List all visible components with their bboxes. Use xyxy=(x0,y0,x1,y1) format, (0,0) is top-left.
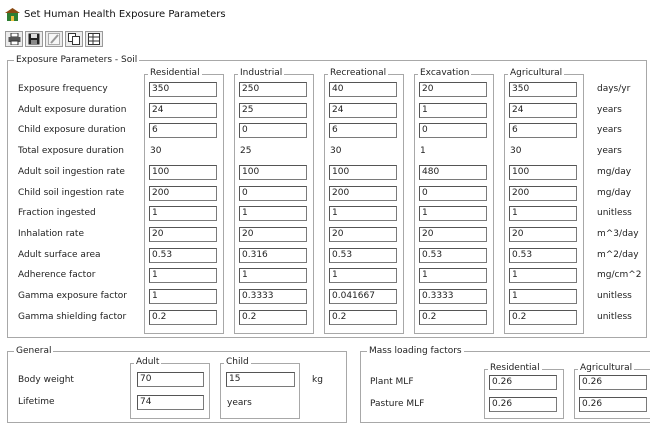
soil-industrial-input[interactable]: 0.316 xyxy=(239,248,307,263)
soil-row-unit: unitless xyxy=(597,291,632,301)
pasture-mlf-agricultural-input[interactable]: 0.26 xyxy=(579,397,647,412)
soil-residential-input[interactable]: 0.2 xyxy=(149,310,217,325)
soil-excavation-input[interactable]: 0 xyxy=(419,123,487,138)
soil-residential-input[interactable]: 200 xyxy=(149,186,217,201)
soil-industrial-input[interactable]: 100 xyxy=(239,165,307,180)
soil-row-unit: unitless xyxy=(597,312,632,322)
general-adult-header: Adult xyxy=(136,357,160,367)
soil-row-unit: days/yr xyxy=(597,84,631,94)
soil-recreational-input[interactable]: 0.2 xyxy=(329,310,397,325)
mass-residential-header: Residential xyxy=(490,363,540,373)
toolbar xyxy=(0,28,650,50)
body-weight-adult-input[interactable]: 70 xyxy=(137,372,204,387)
soil-row-label: Gamma shielding factor xyxy=(18,312,127,322)
soil-industrial-input[interactable]: 1 xyxy=(239,268,307,283)
plant-mlf-agricultural-input[interactable]: 0.26 xyxy=(579,375,647,390)
soil-excavation-input[interactable]: 0 xyxy=(419,186,487,201)
general-child-header: Child xyxy=(226,357,249,367)
soil-recreational-value: 30 xyxy=(330,146,342,156)
soil-row-unit: years xyxy=(597,146,622,156)
save-icon xyxy=(28,33,41,45)
soil-residential-value: 30 xyxy=(150,146,162,156)
soil-agricultural-input[interactable]: 20 xyxy=(509,227,577,242)
soil-industrial-input[interactable]: 0 xyxy=(239,186,307,201)
mass-agricultural-header: Agricultural xyxy=(580,363,633,373)
lifetime-unit: years xyxy=(227,398,252,408)
save-button[interactable] xyxy=(25,31,43,47)
soil-residential-input[interactable]: 100 xyxy=(149,165,217,180)
soil-row-label: Child exposure duration xyxy=(18,125,126,135)
lifetime-label: Lifetime xyxy=(18,397,55,407)
soil-agricultural-header: Agricultural xyxy=(510,68,563,78)
copy-icon xyxy=(68,33,81,45)
soil-recreational-input[interactable]: 200 xyxy=(329,186,397,201)
soil-row-label: Adult exposure duration xyxy=(18,105,127,115)
soil-residential-input[interactable]: 350 xyxy=(149,82,217,97)
soil-residential-input[interactable]: 0.53 xyxy=(149,248,217,263)
soil-residential-input[interactable]: 6 xyxy=(149,123,217,138)
soil-excavation-input[interactable]: 1 xyxy=(419,103,487,118)
soil-excavation-input[interactable]: 0.3333 xyxy=(419,289,487,304)
plant-mlf-label: Plant MLF xyxy=(370,377,414,387)
soil-residential-input[interactable]: 1 xyxy=(149,206,217,221)
body-weight-child-input[interactable]: 15 xyxy=(226,372,295,387)
soil-recreational-input[interactable]: 0.53 xyxy=(329,248,397,263)
plant-mlf-residential-input[interactable]: 0.26 xyxy=(489,375,557,390)
soil-agricultural-input[interactable]: 0.53 xyxy=(509,248,577,263)
soil-residential-header: Residential xyxy=(150,68,200,78)
soil-agricultural-input[interactable]: 200 xyxy=(509,186,577,201)
soil-agricultural-value: 30 xyxy=(510,146,522,156)
soil-row-unit: m^2/day xyxy=(597,250,639,260)
soil-row-label: Adherence factor xyxy=(18,270,96,280)
soil-recreational-input[interactable]: 40 xyxy=(329,82,397,97)
window-title: Set Human Health Exposure Parameters xyxy=(24,9,226,20)
table-button[interactable] xyxy=(85,31,103,47)
soil-residential-input[interactable]: 24 xyxy=(149,103,217,118)
soil-excavation-input[interactable]: 20 xyxy=(419,227,487,242)
printer-icon xyxy=(8,33,21,45)
soil-agricultural-input[interactable]: 350 xyxy=(509,82,577,97)
soil-industrial-value: 25 xyxy=(240,146,252,156)
soil-row-label: Total exposure duration xyxy=(18,146,124,156)
soil-row-unit: mg/day xyxy=(597,167,632,177)
soil-industrial-input[interactable]: 0.2 xyxy=(239,310,307,325)
soil-row-label: Fraction ingested xyxy=(18,208,96,218)
soil-agricultural-input[interactable]: 0.2 xyxy=(509,310,577,325)
soil-recreational-input[interactable]: 100 xyxy=(329,165,397,180)
body-weight-unit: kg xyxy=(312,375,323,385)
soil-excavation-header: Excavation xyxy=(420,68,470,78)
soil-agricultural-input[interactable]: 1 xyxy=(509,268,577,283)
copy-button[interactable] xyxy=(65,31,83,47)
soil-industrial-input[interactable]: 250 xyxy=(239,82,307,97)
pasture-mlf-residential-input[interactable]: 0.26 xyxy=(489,397,557,412)
soil-excavation-input[interactable]: 0.53 xyxy=(419,248,487,263)
soil-row-label: Inhalation rate xyxy=(18,229,84,239)
soil-row-unit: unitless xyxy=(597,208,632,218)
soil-row-unit: years xyxy=(597,105,622,115)
soil-agricultural-input[interactable]: 1 xyxy=(509,206,577,221)
edit-button[interactable] xyxy=(45,31,63,47)
soil-row-label: Adult soil ingestion rate xyxy=(18,167,125,177)
soil-excavation-input[interactable]: 1 xyxy=(419,206,487,221)
soil-agricultural-input[interactable]: 100 xyxy=(509,165,577,180)
print-button[interactable] xyxy=(5,31,23,47)
edit-icon xyxy=(48,33,61,45)
soil-recreational-input[interactable]: 20 xyxy=(329,227,397,242)
soil-recreational-header: Recreational xyxy=(330,68,387,78)
soil-excavation-value: 1 xyxy=(420,146,426,156)
soil-recreational-input[interactable]: 6 xyxy=(329,123,397,138)
soil-excavation-input[interactable]: 20 xyxy=(419,82,487,97)
body-weight-label: Body weight xyxy=(18,375,74,385)
soil-industrial-input[interactable]: 1 xyxy=(239,206,307,221)
table-icon xyxy=(88,33,101,45)
soil-industrial-input[interactable]: 0.3333 xyxy=(239,289,307,304)
soil-recreational-input[interactable]: 0.041667 xyxy=(329,289,397,304)
soil-agricultural-input[interactable]: 24 xyxy=(509,103,577,118)
soil-excavation-input[interactable]: 1 xyxy=(419,268,487,283)
pasture-mlf-label: Pasture MLF xyxy=(370,399,425,409)
soil-agricultural-input[interactable]: 1 xyxy=(509,289,577,304)
soil-industrial-input[interactable]: 25 xyxy=(239,103,307,118)
soil-residential-input[interactable]: 1 xyxy=(149,268,217,283)
soil-excavation-input[interactable]: 0.2 xyxy=(419,310,487,325)
soil-residential-input[interactable]: 1 xyxy=(149,289,217,304)
soil-row-unit: mg/cm^2 xyxy=(597,270,642,280)
soil-agricultural-input[interactable]: 6 xyxy=(509,123,577,138)
soil-recreational-input[interactable]: 24 xyxy=(329,103,397,118)
soil-residential-input[interactable]: 20 xyxy=(149,227,217,242)
soil-excavation-input[interactable]: 480 xyxy=(419,165,487,180)
soil-industrial-input[interactable]: 0 xyxy=(239,123,307,138)
app-icon xyxy=(5,8,20,21)
soil-row-label: Gamma exposure factor xyxy=(18,291,127,301)
soil-row-label: Exposure frequency xyxy=(18,84,108,94)
soil-row-unit: years xyxy=(597,125,622,135)
lifetime-adult-input[interactable]: 74 xyxy=(137,395,204,410)
soil-industrial-header: Industrial xyxy=(240,68,283,78)
general-group-legend: General xyxy=(16,346,52,356)
soil-industrial-input[interactable]: 20 xyxy=(239,227,307,242)
title-bar xyxy=(0,0,650,26)
soil-recreational-input[interactable]: 1 xyxy=(329,268,397,283)
soil-row-unit: mg/day xyxy=(597,188,632,198)
mass-loading-legend: Mass loading factors xyxy=(369,346,462,356)
soil-row-label: Adult surface area xyxy=(18,250,101,260)
soil-row-label: Child soil ingestion rate xyxy=(18,188,125,198)
soil-row-unit: m^3/day xyxy=(597,229,639,239)
soil-group-legend: Exposure Parameters - Soil xyxy=(16,55,138,65)
soil-recreational-input[interactable]: 1 xyxy=(329,206,397,221)
